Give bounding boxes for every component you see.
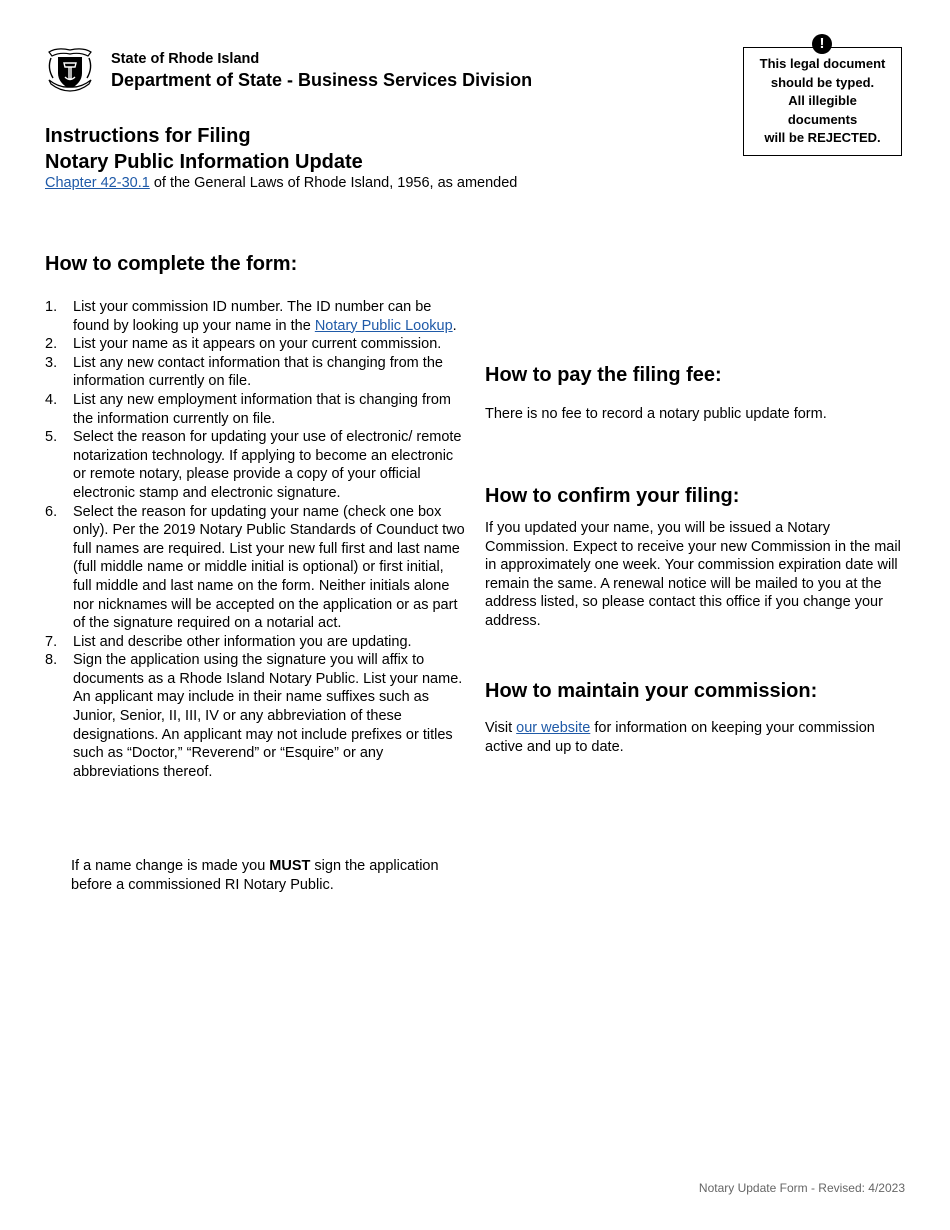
step-number: 7. bbox=[45, 633, 58, 650]
step-text: Select the reason for updating your name (check one box only). Per the 2019 Notary Public Standards of Counduct two full names are required. List your new full first and last name (full middle name or middle initial is optional) or first initial, full middle and last name on the form. Neither initials alone nor nicknames will be accepted on the application or as part of the signature required on a notarial act. bbox=[73, 503, 465, 632]
page-title-line-1: Instructions for Filing bbox=[45, 125, 251, 147]
step-number: 5. bbox=[45, 429, 58, 446]
step-text: Select the reason for updating your use of electronic/ remote notarization technology. If applying to become an electronic or remote notary, please provide a copy of your official electronic stamp and electronic signature. bbox=[73, 429, 462, 501]
maintain-commission-heading: How to maintain your commission: bbox=[485, 680, 818, 702]
step-text: Sign the application using the signature you will affix to documents as a Rhode Island Notary Public. List your name. An applicant may include in their name suffixes such as Junior, Senior, II, III, IV or any abbreviation of these designations. An applicant may not include prefixes or titles such as “Doctor,” “Reverend” or “Esquire” or any abbreviations thereof. bbox=[73, 652, 463, 780]
step-text: List your name as it appears on your current commission. bbox=[73, 336, 442, 353]
instruction-step bbox=[45, 391, 465, 428]
instruction-step bbox=[45, 651, 465, 781]
step-text: List any new employment information that is changing from the information currently on file. bbox=[73, 391, 451, 427]
pay-fee-text: There is no fee to record a notary public update form. bbox=[485, 406, 827, 422]
note-emphasis: MUST bbox=[269, 858, 311, 874]
step-number: 2. bbox=[45, 336, 58, 353]
complete-form-heading: How to complete the form: bbox=[45, 253, 298, 275]
legal-warning-box bbox=[743, 47, 902, 156]
step-number: 1. bbox=[45, 299, 58, 315]
step-number: 6. bbox=[45, 503, 58, 520]
warning-line: This legal document bbox=[759, 56, 886, 71]
instruction-step bbox=[45, 335, 465, 354]
instruction-step bbox=[45, 354, 465, 391]
step-text: List any new contact information that is changing from the information currently on file. bbox=[73, 354, 443, 390]
instruction-step bbox=[45, 428, 465, 502]
warning-line: documents bbox=[787, 111, 858, 127]
step-text: List and describe other information you are updating. bbox=[73, 633, 412, 650]
our-website-link[interactable]: our website bbox=[516, 720, 591, 736]
step-number: 4. bbox=[45, 391, 58, 408]
name-change-note bbox=[71, 857, 471, 894]
step-text: List your commission ID number. The ID number can be found by looking up your name in the bbox=[73, 299, 432, 334]
pay-fee-heading: How to pay the filing fee: bbox=[485, 364, 722, 386]
note-text-end: sign the application before a commissioned RI Notary Public. bbox=[71, 858, 439, 893]
form-revision-footer: Notary Update Form - Revised: 4/2023 bbox=[698, 1181, 905, 1195]
warning-line: will be REJECTED. bbox=[764, 130, 881, 145]
maintain-commission-text bbox=[485, 719, 905, 756]
confirm-filing-heading: How to confirm your filing: bbox=[485, 485, 740, 507]
agency-department-name: Department of State - Business Services Division bbox=[111, 70, 533, 90]
statute-link[interactable]: Chapter 42-30.1 bbox=[45, 175, 150, 191]
page-title-line-2: Notary Public Information Update bbox=[45, 151, 363, 173]
instruction-step bbox=[45, 633, 465, 652]
maintain-text: Visit bbox=[485, 720, 517, 736]
notary-public-lookup-link[interactable]: Notary Public Lookup bbox=[314, 317, 453, 334]
warning-line: All illegible bbox=[788, 93, 857, 108]
warning-line: should be typed. bbox=[770, 74, 875, 90]
agency-state-name: State of Rhode Island bbox=[111, 51, 260, 67]
instruction-step bbox=[45, 298, 465, 335]
confirm-filing-text: If you updated your name, you will be issued a Notary Commission. Expect to receive your new Commission in the mail in approximately one week. Your commission expiration date will remain the same. A renewal notice will be mailed to you at the address listed, so please contact this office if you change your address. bbox=[485, 520, 901, 629]
instruction-step bbox=[45, 503, 465, 633]
step-text-end: . bbox=[452, 317, 457, 334]
statute-reference bbox=[45, 175, 517, 191]
step-number: 8. bbox=[45, 652, 58, 669]
step-number: 3. bbox=[45, 354, 58, 371]
note-text: If a name change is made you bbox=[71, 858, 270, 874]
maintain-text-end: for information on keeping your commission active and up to date. bbox=[485, 720, 875, 755]
exclamation-icon: ! bbox=[812, 34, 832, 54]
statute-text: of the General Laws of Rhode Island, 1956, as amended bbox=[149, 175, 518, 191]
rhode-island-seal-icon bbox=[45, 44, 95, 92]
instruction-steps-list bbox=[45, 298, 465, 781]
